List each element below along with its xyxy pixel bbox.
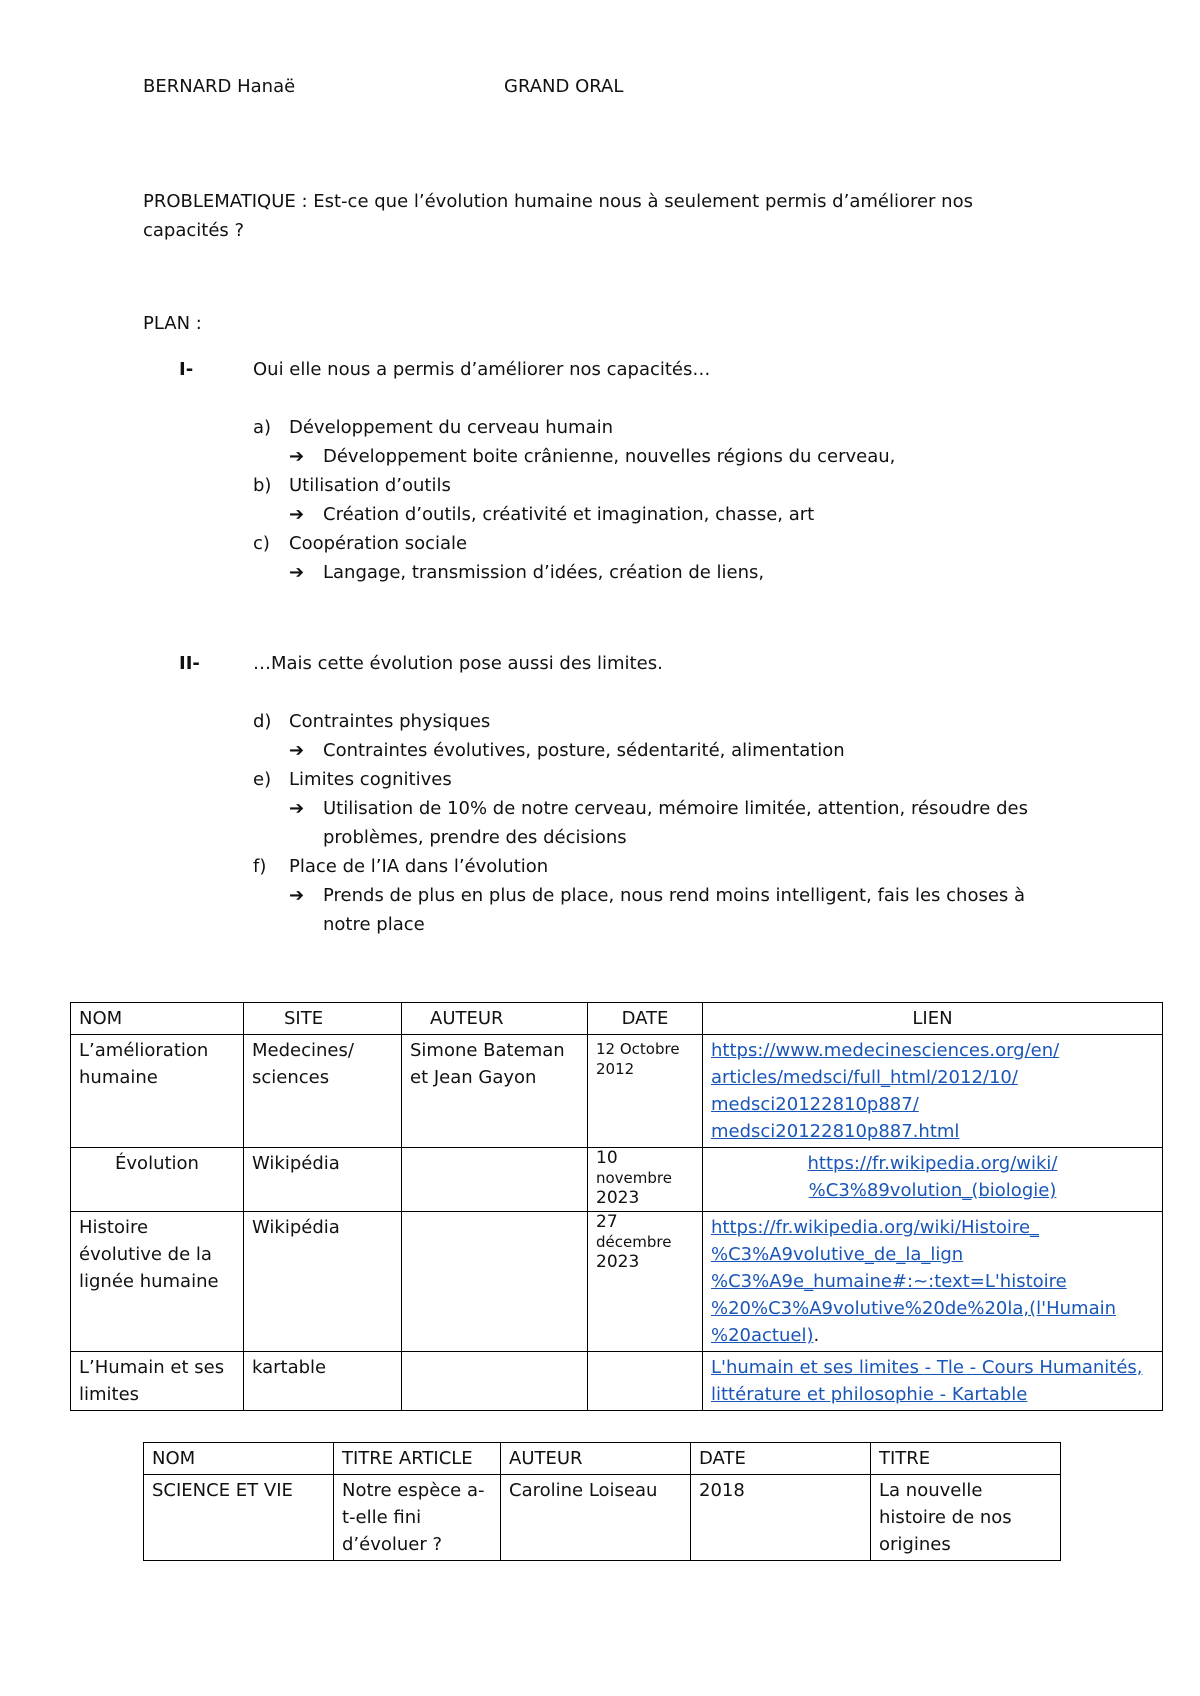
- link-line[interactable]: %20actuel): [711, 1325, 814, 1346]
- cell-text: Caroline Loiseau: [509, 1480, 658, 1501]
- item-f-detail-continued: notre place: [323, 914, 425, 935]
- table-row: [71, 1352, 1163, 1411]
- link-line[interactable]: articles/medsci/full_html/2012/10/: [711, 1067, 1018, 1088]
- plan-label: PLAN :: [143, 313, 202, 334]
- cell-auteur: [402, 1212, 588, 1352]
- cell-text: SCIENCE ET VIE: [152, 1480, 293, 1501]
- table-row: [144, 1475, 1061, 1561]
- item-e-letter: e): [253, 769, 272, 790]
- link-line[interactable]: https://www.medecinesciences.org/en/: [711, 1040, 1060, 1061]
- cell-date: [588, 1212, 703, 1352]
- cell-text: sciences: [252, 1067, 330, 1088]
- cell-text: La nouvelle: [879, 1480, 983, 1501]
- cell-auteur: [501, 1475, 691, 1561]
- cell-text: et Jean Gayon: [410, 1067, 537, 1088]
- cell-text: limites: [79, 1384, 140, 1405]
- link-line[interactable]: https://fr.wikipedia.org/wiki/: [807, 1153, 1058, 1174]
- table-row: [71, 1212, 1163, 1352]
- header-site: SITE: [244, 1003, 402, 1035]
- header-auteur: AUTEUR: [501, 1443, 691, 1475]
- part1-title: Oui elle nous a permis d’améliorer nos capacités…: [253, 359, 711, 380]
- table-header-row: [71, 1003, 1163, 1035]
- cell-text: 12 Octobre: [596, 1040, 680, 1058]
- item-c-title: Coopération sociale: [289, 533, 468, 554]
- header-date: DATE: [588, 1003, 703, 1035]
- cell-text: 10: [596, 1148, 618, 1168]
- link-line[interactable]: L'humain et ses limites - Tle - Cours Humanités,: [711, 1357, 1143, 1378]
- header-date: DATE: [691, 1443, 871, 1475]
- item-c-detail-text: Langage, transmission d’idées, création de liens,: [323, 562, 765, 583]
- item-b-detail: [289, 501, 814, 529]
- item-d-title: Contraintes physiques: [289, 711, 491, 732]
- cell-text: Notre espèce a-: [342, 1480, 485, 1501]
- cell-date: [691, 1475, 871, 1561]
- cell-auteur: [402, 1148, 588, 1212]
- articles-table: [143, 1442, 1061, 1561]
- cell-site: [244, 1212, 402, 1352]
- cell-text: 2012: [596, 1060, 635, 1078]
- arrow-icon: ➔: [289, 798, 305, 819]
- part2-numeral: II-: [179, 653, 200, 674]
- link-line[interactable]: medsci20122810p887/: [711, 1094, 919, 1115]
- header-nom: NOM: [144, 1443, 334, 1475]
- cell-text: Medecines/: [252, 1040, 354, 1061]
- cell-nom: [71, 1035, 244, 1148]
- cell-text: L’amélioration: [79, 1040, 209, 1061]
- sources-table: [70, 1002, 1163, 1411]
- link-line[interactable]: %C3%A9e_humaine#:~:text=L'histoire: [711, 1271, 1067, 1292]
- cell-text: lignée humaine: [79, 1271, 219, 1292]
- cell-text: origines: [879, 1534, 951, 1555]
- document-title: GRAND ORAL: [504, 76, 624, 97]
- item-f-letter: f): [253, 856, 267, 877]
- author-name: BERNARD Hanaë: [143, 76, 296, 97]
- cell-nom: [144, 1475, 334, 1561]
- item-e-detail: [289, 795, 1028, 823]
- cell-nom: [71, 1148, 244, 1212]
- cell-text: Histoire: [79, 1217, 149, 1238]
- cell-text: Évolution: [115, 1153, 199, 1174]
- cell-site: [244, 1035, 402, 1148]
- arrow-icon: ➔: [289, 504, 305, 525]
- item-c-letter: c): [253, 533, 270, 554]
- table-header-row: [144, 1443, 1061, 1475]
- item-a-detail-text: Développement boite crânienne, nouvelles régions du cerveau,: [323, 446, 896, 467]
- cell-text: t-elle fini: [342, 1507, 422, 1528]
- header-lien: LIEN: [703, 1003, 1163, 1035]
- cell-text: 2018: [699, 1480, 745, 1501]
- link-line[interactable]: medsci20122810p887.html: [711, 1121, 960, 1142]
- part1-numeral: I-: [179, 359, 194, 380]
- cell-auteur: [402, 1352, 588, 1411]
- item-e-title: Limites cognitives: [289, 769, 452, 790]
- cell-auteur: [402, 1035, 588, 1148]
- item-d-letter: d): [253, 711, 272, 732]
- cell-titre: [871, 1475, 1061, 1561]
- arrow-icon: ➔: [289, 446, 305, 467]
- part2-title: …Mais cette évolution pose aussi des limites.: [253, 653, 663, 674]
- link-line[interactable]: %C3%89volution_(biologie): [808, 1180, 1057, 1201]
- cell-text: 2023: [596, 1188, 640, 1208]
- cell-nom: [71, 1352, 244, 1411]
- item-a-detail: [289, 443, 895, 471]
- link-suffix: .: [813, 1325, 820, 1346]
- item-e-detail-continued: problèmes, prendre des décisions: [323, 827, 627, 848]
- cell-text: Wikipédia: [252, 1217, 340, 1238]
- cell-text: 2023: [596, 1252, 640, 1272]
- item-f-detail-text: Prends de plus en plus de place, nous rend moins intelligent, fais les choses à: [323, 885, 1026, 906]
- item-b-letter: b): [253, 475, 272, 496]
- link-line[interactable]: https://fr.wikipedia.org/wiki/Histoire_: [711, 1217, 1040, 1238]
- cell-text: Wikipédia: [252, 1153, 340, 1174]
- item-a-title: Développement du cerveau humain: [289, 417, 613, 438]
- item-f-detail: [289, 882, 1025, 910]
- cell-date: [588, 1035, 703, 1148]
- item-f-title: Place de l’IA dans l’évolution: [289, 856, 549, 877]
- link-line[interactable]: littérature et philosophie - Kartable: [711, 1384, 1028, 1405]
- cell-text: 27: [596, 1212, 618, 1232]
- cell-text: L’Humain et ses: [79, 1357, 225, 1378]
- cell-site: [244, 1352, 402, 1411]
- table-row: [71, 1035, 1163, 1148]
- item-d-detail: [289, 737, 845, 765]
- cell-date: [588, 1352, 703, 1411]
- header-titre: TITRE: [871, 1443, 1061, 1475]
- cell-lien[interactable]: [703, 1148, 1163, 1212]
- cell-text: kartable: [252, 1357, 327, 1378]
- problematique-line-1: PROBLEMATIQUE : Est-ce que l’évolution humaine nous à seulement permis d’améliorer nos: [143, 191, 973, 212]
- cell-lien[interactable]: [703, 1035, 1163, 1148]
- arrow-icon: ➔: [289, 740, 305, 761]
- link-line[interactable]: %20%C3%A9volutive%20de%20la,(l'Humain: [711, 1298, 1117, 1319]
- cell-text: d’évoluer ?: [342, 1534, 443, 1555]
- item-a-letter: a): [253, 417, 272, 438]
- item-c-detail: [289, 559, 764, 587]
- cell-site: [244, 1148, 402, 1212]
- arrow-icon: ➔: [289, 562, 305, 583]
- header-auteur: AUTEUR: [402, 1003, 588, 1035]
- cell-text: histoire de nos: [879, 1507, 1012, 1528]
- cell-text: décembre: [596, 1233, 672, 1251]
- cell-titre-article: [334, 1475, 501, 1561]
- item-d-detail-text: Contraintes évolutives, posture, sédentarité, alimentation: [323, 740, 845, 761]
- header-titre-article: TITRE ARTICLE: [334, 1443, 501, 1475]
- item-e-detail-text: Utilisation de 10% de notre cerveau, mémoire limitée, attention, résoudre des: [323, 798, 1028, 819]
- cell-text: évolutive de la: [79, 1244, 212, 1265]
- cell-lien[interactable]: [703, 1212, 1163, 1352]
- cell-text: novembre: [596, 1169, 672, 1187]
- problematique-line-2: capacités ?: [143, 220, 245, 241]
- item-b-detail-text: Création d’outils, créativité et imagination, chasse, art: [323, 504, 815, 525]
- header-nom: NOM: [71, 1003, 244, 1035]
- cell-nom: [71, 1212, 244, 1352]
- cell-lien[interactable]: [703, 1352, 1163, 1411]
- cell-date: [588, 1148, 703, 1212]
- link-line[interactable]: %C3%A9volutive_de_la_lign: [711, 1244, 964, 1265]
- cell-text: Simone Bateman: [410, 1040, 565, 1061]
- item-b-title: Utilisation d’outils: [289, 475, 451, 496]
- arrow-icon: ➔: [289, 885, 305, 906]
- cell-text: humaine: [79, 1067, 158, 1088]
- table-row: [71, 1148, 1163, 1212]
